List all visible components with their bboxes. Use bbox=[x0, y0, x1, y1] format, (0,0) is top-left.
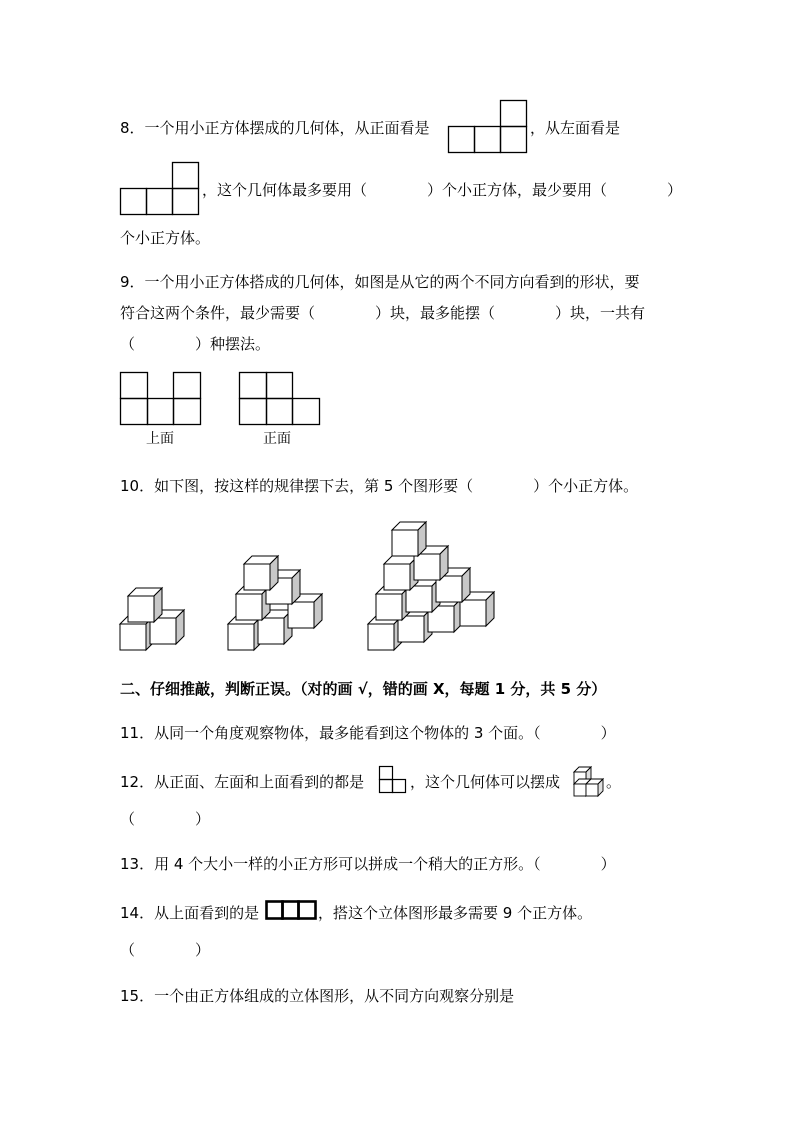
q8-text-2: ，从左面看是 bbox=[530, 119, 621, 137]
q8-front-view-figure bbox=[448, 100, 528, 154]
q9-line-3: （ ）种摆法。 bbox=[120, 335, 271, 353]
q14-text-1: 14．从上面看到的是 bbox=[120, 904, 260, 922]
q8-text-1: 8．一个用小正方体摆成的几何体，从正面看是 bbox=[120, 119, 430, 137]
q13-text: 13．用 4 个大小一样的小正方形可以拼成一个稍大的正方形。（ ） bbox=[120, 855, 616, 873]
q15-text: 15．一个由正方体组成的立体图形，从不同方向观察分别是 bbox=[120, 987, 515, 1005]
q14-answer-blank: （ ） bbox=[120, 941, 211, 959]
q8-text-3: ，这个几何体最多要用（ ）个小正方体，最少要用（ ） bbox=[202, 181, 683, 199]
q14-text-2: ，搭这个立体图形最多需要 9 个正方体。 bbox=[318, 904, 593, 922]
q9-top-view-figure bbox=[120, 372, 202, 426]
q12-answer-blank: （ ） bbox=[120, 810, 211, 828]
q10-text: 10．如下图，按这样的规律摆下去，第 5 个图形要（ ）个小正方体。 bbox=[120, 477, 639, 495]
q10-cube-patterns-figure bbox=[110, 512, 510, 657]
q9-front-view-figure bbox=[239, 372, 321, 426]
q10-pattern-2 bbox=[228, 556, 322, 650]
q12-text-3: 。 bbox=[606, 773, 622, 791]
section-2-heading: 二、仔细推敲，判断正误。（对的画 √，错的画 X，每题 1 分，共 5 分） bbox=[120, 680, 607, 698]
q8-text-4: 个小正方体。 bbox=[120, 229, 211, 247]
q10-pattern-3 bbox=[368, 522, 494, 650]
q9-front-view-label: 正面 bbox=[263, 431, 291, 447]
q9-top-view-label: 上面 bbox=[146, 431, 174, 447]
q12-text-2: ，这个几何体可以摆成 bbox=[410, 773, 561, 791]
q12-view-figure bbox=[379, 766, 409, 796]
q10-pattern-1 bbox=[120, 588, 184, 650]
q9-line-1: 9．一个用小正方体搭成的几何体，如图是从它的两个不同方向看到的形状，要 bbox=[120, 273, 640, 291]
q9-line-2: 符合这两个条件，最少需要（ ）块，最多能摆（ ）块，一共有 bbox=[120, 304, 646, 322]
q12-text-1: 12．从正面、左面和上面看到的都是 bbox=[120, 773, 365, 791]
q8-left-view-figure bbox=[120, 162, 200, 216]
q14-top-view-figure bbox=[265, 900, 319, 922]
q11-text: 11．从同一个角度观察物体，最多能看到这个物体的 3 个面。（ ） bbox=[120, 724, 616, 742]
